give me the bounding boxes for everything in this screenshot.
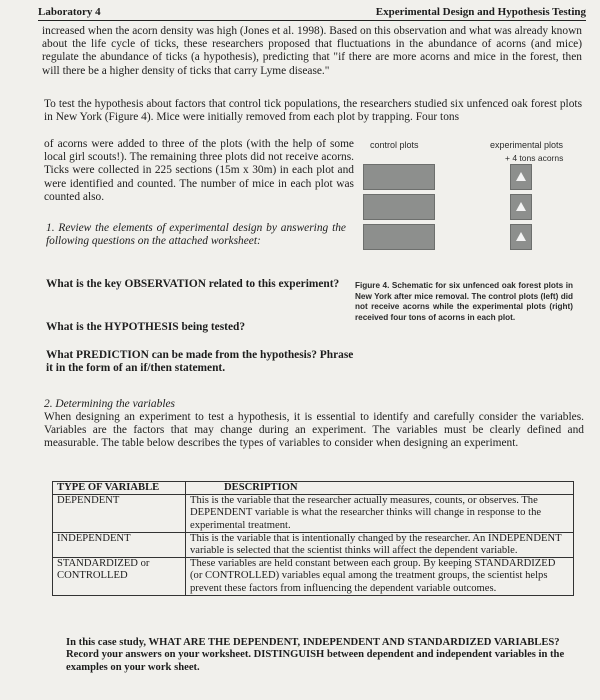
experimental-plot	[510, 194, 532, 220]
variable-type: STANDARDIZED or CONTROLLED	[53, 558, 186, 596]
variables-table	[52, 481, 574, 596]
intro-paragraph: increased when the acorn density was high (Jones et al. 1998). Based on this observation and what was already known about the life cycle of ticks, these researchers proposed that fluctuations in the abundance of acorns (and mice) regulate the abundance of ticks (a hypothesis), predicting that "if there are more acorns and mice in the forest, then will there be a higher density of ticks that carry Lyme disease."	[42, 25, 582, 77]
control-plot	[363, 164, 435, 190]
final-instructions: In this case study, WHAT ARE THE DEPENDENT, INDEPENDENT AND STANDARDIZED VARIABLES? Record your answers on your worksheet. DISTINGUISH between dependent and independent variables in the examples on your work sheet.	[66, 637, 565, 673]
table-row	[53, 495, 574, 533]
control-plot	[363, 194, 435, 220]
test-paragraph-top: To test the hypothesis about factors that control tick populations, the researchers studied six unfenced oak forest plots in New York (Figure 4). Mice were initially removed from each plot by trapping. Four tons	[44, 98, 582, 124]
control-plots-label: control plots	[370, 140, 419, 150]
table-row	[53, 532, 574, 557]
column-header-description: DESCRIPTION	[186, 482, 574, 495]
experimental-plots-label: experimental plots	[490, 140, 564, 150]
table-row	[53, 558, 574, 596]
question-hypothesis: What is the HYPOTHESIS being tested?	[46, 321, 246, 333]
variable-description: This is the variable that the researcher actually measures, counts, or observes. The DEPENDENT variable is what the researcher thinks will change in response to the experimental treatment.	[186, 495, 574, 533]
question-prediction: What PREDICTION can be made from the hypothesis? Phrase it in the form of an if/then statement.	[46, 349, 354, 375]
variable-description: This is the variable that is intentionally changed by the researcher. An INDEPENDENT variable is selected that the scientist thinks will affect the dependent variable.	[186, 532, 574, 557]
section-2-title: 2. Determining the variables	[44, 398, 175, 410]
variable-type: INDEPENDENT	[53, 532, 186, 557]
variable-type: DEPENDENT	[53, 495, 186, 533]
acorn-marker-icon	[516, 202, 526, 211]
question-observation: What is the key OBSERVATION related to this experiment?	[46, 278, 340, 290]
lab-subtitle: Experimental Design and Hypothesis Testing	[375, 6, 586, 18]
lab-title: Laboratory 4	[38, 6, 101, 18]
experimental-plot	[510, 224, 532, 250]
page-header	[38, 4, 586, 21]
control-plot	[363, 224, 435, 250]
acorn-marker-icon	[516, 232, 526, 241]
acorn-marker-icon	[516, 172, 526, 181]
variable-description: These variables are held constant between each group. By keeping STANDARDIZED (or CONTROLLED) variables equal among the treatment groups, the scientist helps prevent these factors from influencing the dependent variable outcomes.	[186, 558, 574, 596]
table-header-row	[53, 482, 574, 495]
column-header-type: TYPE OF VARIABLE	[53, 482, 186, 495]
figure-caption: Figure 4. Schematic for six unfenced oak forest plots in New York after mice removal. The control plots (left) did not receive acorns while the experimental plots (right) received four tons of acorns in each plot.	[355, 281, 573, 322]
section-2-paragraph: When designing an experiment to test a hypothesis, it is essential to identify and carefully consider the variables. Variables are the factors that may change during an experiment. The variables must be clearly defined and measurable. The table below describes the types of variables to consider when designing an experiment.	[44, 411, 584, 450]
acorn-amount-label: + 4 tons acorns	[505, 153, 564, 163]
test-paragraph-body: of acorns were added to three of the plots (with the help of some local girl scouts!). The remaining three plots did not receive acorns. Ticks were collected in 225 sections (15m x 30m) in each plot and were identified and counted. The number of mice in each plot was counted also.	[44, 138, 354, 203]
question-1: 1. Review the elements of experimental design by answering the following questions on the attached worksheet:	[46, 222, 346, 248]
experimental-plot	[510, 164, 532, 190]
